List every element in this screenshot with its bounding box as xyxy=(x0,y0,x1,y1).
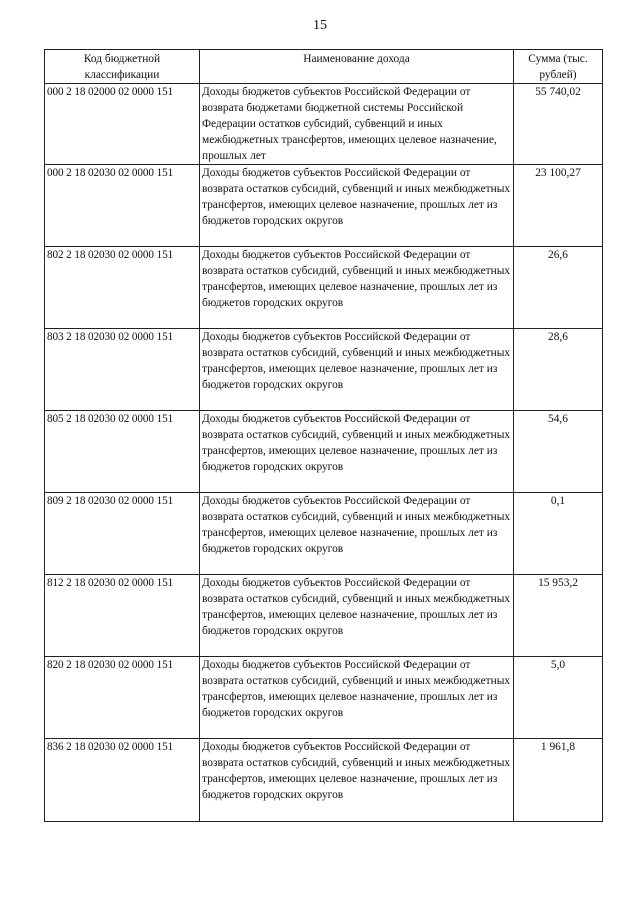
row-name: Доходы бюджетов субъектов Российской Федерации от возврата остатков субсидий, субвенций и иных межбюджетных трансфертов, имеющих целевое назначение, прошлых лет из бюджетов городских округов xyxy=(200,575,514,657)
row-sum: 0,1 xyxy=(514,493,603,575)
table-row xyxy=(45,657,603,739)
header-sum: Сумма (тыс. рублей) xyxy=(514,50,603,84)
row-code: 812 2 18 02030 02 0000 151 xyxy=(45,575,200,657)
row-sum: 54,6 xyxy=(514,411,603,493)
table-row xyxy=(45,165,603,247)
row-sum: 1 961,8 xyxy=(514,739,603,822)
row-sum: 5,0 xyxy=(514,657,603,739)
row-name: Доходы бюджетов субъектов Российской Федерации от возврата остатков субсидий, субвенций и иных межбюджетных трансфертов, имеющих целевое назначение, прошлых лет из бюджетов городских округов xyxy=(200,165,514,247)
table-row xyxy=(45,493,603,575)
row-code: 802 2 18 02030 02 0000 151 xyxy=(45,247,200,329)
row-sum: 23 100,27 xyxy=(514,165,603,247)
row-name: Доходы бюджетов субъектов Российской Федерации от возврата бюджетами бюджетной системы Российской Федерации остатков субсидий, субвенций и иных межбюджетных трансфертов, имеющих целевое назначение, прошлых лет xyxy=(200,84,514,165)
header-code: Код бюджетной классификации xyxy=(45,50,200,84)
row-name: Доходы бюджетов субъектов Российской Федерации от возврата остатков субсидий, субвенций и иных межбюджетных трансфертов, имеющих целевое назначение, прошлых лет из бюджетов городских округов xyxy=(200,657,514,739)
table-header-row xyxy=(45,50,603,84)
row-sum: 15 953,2 xyxy=(514,575,603,657)
row-sum: 28,6 xyxy=(514,329,603,411)
row-code: 809 2 18 02030 02 0000 151 xyxy=(45,493,200,575)
row-code: 000 2 18 02000 02 0000 151 xyxy=(45,84,200,165)
row-name: Доходы бюджетов субъектов Российской Федерации от возврата остатков субсидий, субвенций и иных межбюджетных трансфертов, имеющих целевое назначение, прошлых лет из бюджетов городских округов xyxy=(200,411,514,493)
table-row xyxy=(45,575,603,657)
page-number: 15 xyxy=(313,18,327,33)
row-name: Доходы бюджетов субъектов Российской Федерации от возврата остатков субсидий, субвенций и иных межбюджетных трансфертов, имеющих целевое назначение, прошлых лет из бюджетов городских округов xyxy=(200,247,514,329)
revenue-table xyxy=(44,49,603,822)
row-sum: 55 740,02 xyxy=(514,84,603,165)
table-row xyxy=(45,411,603,493)
table-row xyxy=(45,329,603,411)
row-code: 805 2 18 02030 02 0000 151 xyxy=(45,411,200,493)
row-name: Доходы бюджетов субъектов Российской Федерации от возврата остатков субсидий, субвенций и иных межбюджетных трансфертов, имеющих целевое назначение, прошлых лет из бюджетов городских округов xyxy=(200,739,514,822)
row-name: Доходы бюджетов субъектов Российской Федерации от возврата остатков субсидий, субвенций и иных межбюджетных трансфертов, имеющих целевое назначение, прошлых лет из бюджетов городских округов xyxy=(200,493,514,575)
row-code: 000 2 18 02030 02 0000 151 xyxy=(45,165,200,247)
row-name: Доходы бюджетов субъектов Российской Федерации от возврата остатков субсидий, субвенций и иных межбюджетных трансфертов, имеющих целевое назначение, прошлых лет из бюджетов городских округов xyxy=(200,329,514,411)
table-row xyxy=(45,739,603,822)
row-code: 836 2 18 02030 02 0000 151 xyxy=(45,739,200,822)
row-sum: 26,6 xyxy=(514,247,603,329)
row-code: 803 2 18 02030 02 0000 151 xyxy=(45,329,200,411)
row-code: 820 2 18 02030 02 0000 151 xyxy=(45,657,200,739)
table-row xyxy=(45,247,603,329)
header-name: Наименование дохода xyxy=(200,50,514,84)
table-row xyxy=(45,84,603,165)
